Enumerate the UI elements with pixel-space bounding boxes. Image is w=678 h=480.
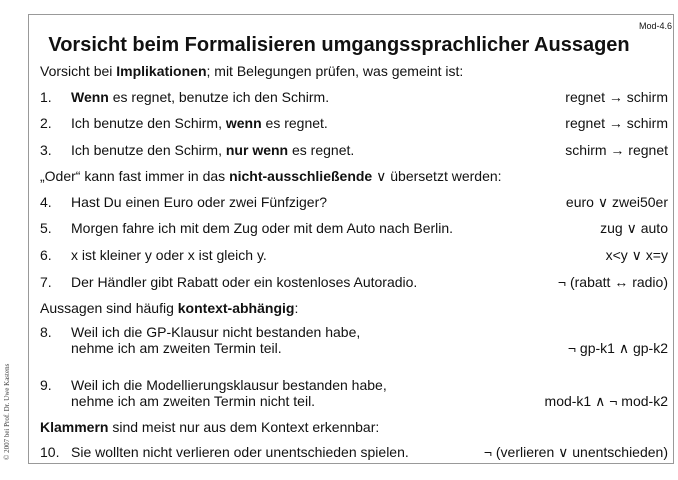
item-formula: regnet → schirm	[565, 89, 668, 105]
section-heading: „Oder“ kann fast immer in das nicht-ausschließende ∨ übersetzt werden:	[40, 168, 502, 184]
item-formula: regnet → schirm	[565, 115, 668, 131]
item-number: 9.	[40, 377, 52, 393]
item-formula: ¬ gp-k1 ∧ gp-k2	[567, 340, 668, 356]
item-text: Weil ich die Modellierungsklausur bestanden habe,	[71, 377, 387, 393]
section-heading: Aussagen sind häufig kontext-abhängig:	[40, 300, 299, 316]
item-number: 8.	[40, 324, 52, 340]
item-number: 3.	[40, 142, 52, 158]
item-formula: mod-k1 ∧ ¬ mod-k2	[544, 393, 668, 409]
item-text: Der Händler gibt Rabatt oder ein kostenloses Autoradio.	[71, 274, 418, 290]
item-text: Morgen fahre ich mit dem Zug oder mit dem Auto nach Berlin.	[71, 220, 454, 236]
item-formula: zug ∨ auto	[600, 220, 668, 236]
item-number: 7.	[40, 274, 52, 290]
item-text: Sie wollten nicht verlieren oder unentschieden spielen.	[71, 444, 409, 460]
item-text-line2: nehme ich am zweiten Termin teil.	[71, 340, 282, 356]
item-text: Ich benutze den Schirm, wenn es regnet.	[71, 115, 328, 131]
section-heading: Klammern sind meist nur aus dem Kontext erkennbar:	[40, 419, 380, 435]
slide-id: Mod-4.6	[638, 21, 672, 31]
section-heading: Vorsicht bei Implikationen; mit Belegungen prüfen, was gemeint ist:	[40, 63, 464, 79]
item-formula: schirm → regnet	[565, 142, 668, 158]
item-text: Weil ich die GP-Klausur nicht bestanden habe,	[71, 324, 361, 340]
item-number: 4.	[40, 194, 52, 210]
item-formula: ¬ (verlieren ∨ unentschieden)	[483, 444, 668, 460]
item-number: 2.	[40, 115, 52, 131]
page-title: Vorsicht beim Formalisieren umgangssprachlicher Aussagen	[48, 34, 630, 56]
item-text: x ist kleiner y oder x ist gleich y.	[71, 247, 267, 263]
item-text-line2: nehme ich am zweiten Termin nicht teil.	[71, 393, 316, 409]
item-formula: ¬ (rabatt ↔ radio)	[557, 274, 668, 290]
item-text: Wenn es regnet, benutze ich den Schirm.	[71, 89, 330, 105]
copyright: © 2007 bei Prof. Dr. Uwe Kastens	[3, 363, 11, 460]
item-number: 6.	[40, 247, 52, 263]
item-formula: x<y ∨ x=y	[605, 247, 668, 263]
item-number: 5.	[40, 220, 52, 236]
item-number: 10.	[40, 444, 60, 460]
item-text: Ich benutze den Schirm, nur wenn es regnet.	[71, 142, 355, 158]
item-text: Hast Du einen Euro oder zwei Fünfziger?	[71, 194, 328, 210]
item-number: 1.	[40, 89, 52, 105]
item-formula: euro ∨ zwei50er	[565, 194, 668, 210]
